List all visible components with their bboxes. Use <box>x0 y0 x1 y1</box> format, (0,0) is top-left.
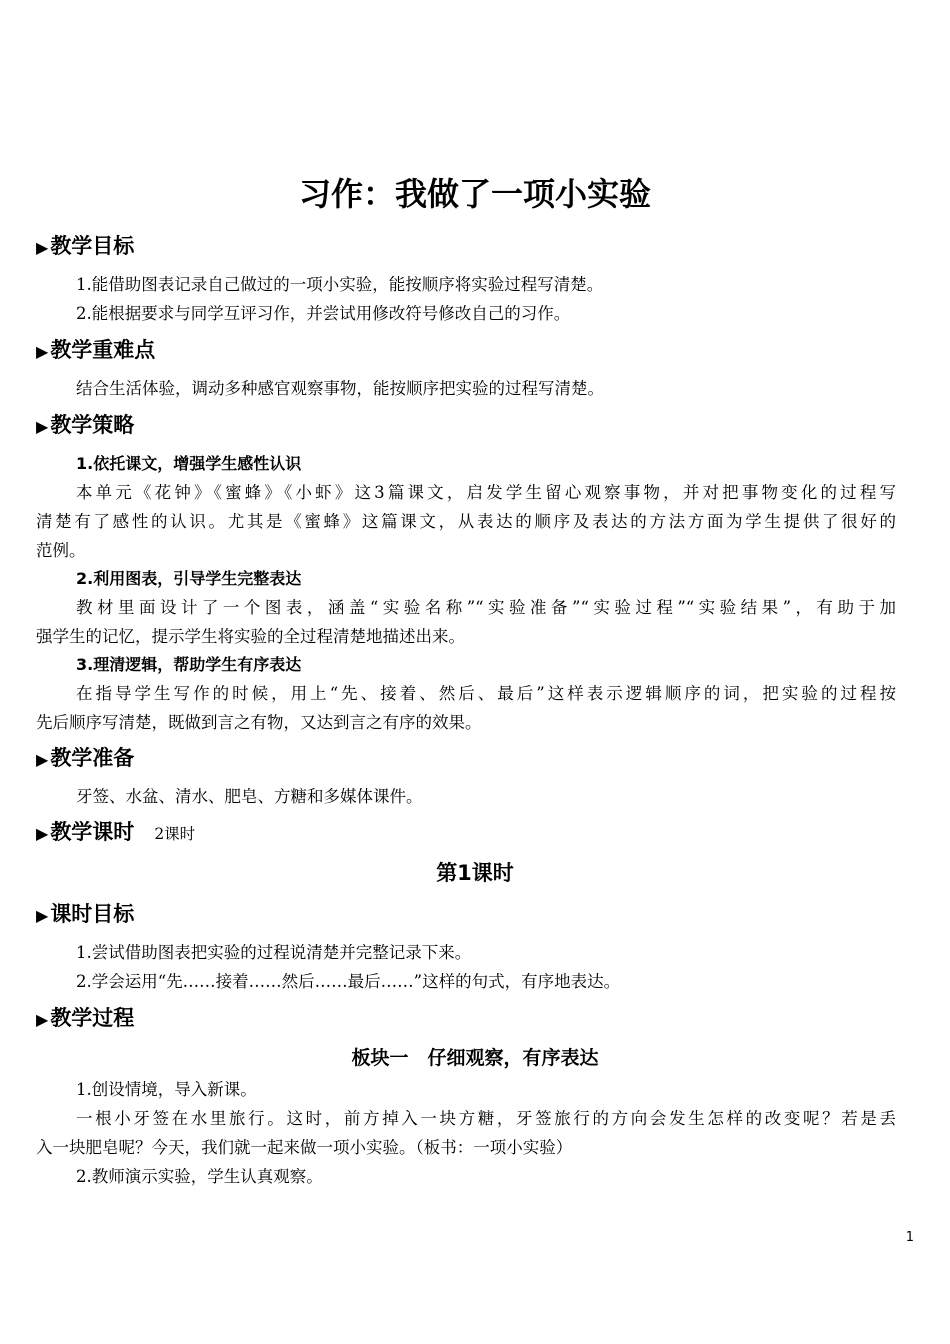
strategy-title-3: 3.理清逻辑，帮助学生有序表达 <box>76 655 302 674</box>
paragraph-line: 教材里面设计了一个图表，涵盖“实验名称”“实验准备”“实验过程”“实验结果”，有助于加 <box>76 598 896 617</box>
block-heading: 板块一 仔细观察，有序表达 <box>351 1047 599 1069</box>
heading-text: 教学重难点 <box>50 338 156 362</box>
heading-text: 教学课时 <box>50 820 135 844</box>
heading-text: 课时目标 <box>50 902 135 926</box>
section-heading-lesson-objectives <box>36 899 134 931</box>
section-heading-hours <box>36 817 195 849</box>
paragraph-line: 先后顺序写清楚，既做到言之有物，又达到言之有序的效果。 <box>36 713 482 732</box>
heading-text: 教学策略 <box>50 413 135 437</box>
triangle-bullet-icon: ▶ <box>36 342 49 361</box>
heading-text: 教学目标 <box>50 234 135 258</box>
paragraph-line: 在指导学生写作的时候，用上“先、接着、然后、最后”这样表示逻辑顺序的词，把实验的过程按 <box>76 684 896 703</box>
page-number: 1 <box>905 1230 914 1245</box>
triangle-bullet-icon: ▶ <box>36 906 49 925</box>
page-title: 习作：我做了一项小实验 <box>298 175 651 213</box>
lesson-objective-item: 2.学会运用“先……接着……然后……最后……”这样的句式，有序地表达。 <box>76 972 621 991</box>
paragraph-line: 2.教师演示实验，学生认真观察。 <box>76 1167 323 1186</box>
lesson-objective-item: 1.尝试借助图表把实验的过程说清楚并完整记录下来。 <box>76 943 472 962</box>
triangle-bullet-icon: ▶ <box>36 750 49 769</box>
paragraph-line: 一根小牙签在水里旅行。这时，前方掉入一块方糖，牙签旅行的方向会发生怎样的改变呢？若是丢 <box>76 1109 896 1128</box>
paragraph-line: 强学生的记忆，提示学生将实验的全过程清楚地描述出来。 <box>36 627 465 646</box>
paragraph-line: 1.创设情境，导入新课。 <box>76 1080 257 1099</box>
triangle-bullet-icon: ▶ <box>36 824 49 843</box>
paragraph-line: 本单元《花钟》《蜜蜂》《小虾》这3篇课文，启发学生留心观察事物，并对把事物变化的过程写 <box>76 483 896 502</box>
triangle-bullet-icon: ▶ <box>36 417 49 436</box>
section-heading-strategies <box>36 410 134 442</box>
strategy-title-1: 1.依托课文，增强学生感性认识 <box>76 454 302 473</box>
paragraph-line: 范例。 <box>36 541 86 560</box>
triangle-bullet-icon: ▶ <box>36 238 49 257</box>
triangle-bullet-icon: ▶ <box>36 1010 49 1029</box>
preparation-text: 牙签、水盆、清水、肥皂、方糖和多媒体课件。 <box>76 787 423 806</box>
section-heading-objectives <box>36 231 134 263</box>
key-points-text: 结合生活体验，调动多种感官观察事物，能按顺序把实验的过程写清楚。 <box>76 379 604 398</box>
section-heading-process <box>36 1003 134 1035</box>
section-heading-key-points <box>36 335 155 367</box>
strategy-title-2: 2.利用图表，引导学生完整表达 <box>76 569 302 588</box>
objective-item: 1.能借助图表记录自己做过的一项小实验，能按顺序将实验过程写清楚。 <box>76 275 604 294</box>
hours-value: 2课时 <box>154 825 196 843</box>
lesson-heading: 第1课时 <box>436 861 514 885</box>
heading-text: 教学过程 <box>50 1006 135 1030</box>
section-heading-preparation <box>36 743 134 775</box>
paragraph-line: 清楚有了感性的认识。尤其是《蜜蜂》这篇课文，从表达的顺序及表达的方法方面为学生提供了很好的 <box>36 512 896 531</box>
paragraph-line: 入一块肥皂呢？今天，我们就一起来做一项小实验。（板书：一项小实验） <box>36 1138 573 1157</box>
heading-text: 教学准备 <box>50 746 135 770</box>
objective-item: 2.能根据要求与同学互评习作，并尝试用修改符号修改自己的习作。 <box>76 304 571 323</box>
